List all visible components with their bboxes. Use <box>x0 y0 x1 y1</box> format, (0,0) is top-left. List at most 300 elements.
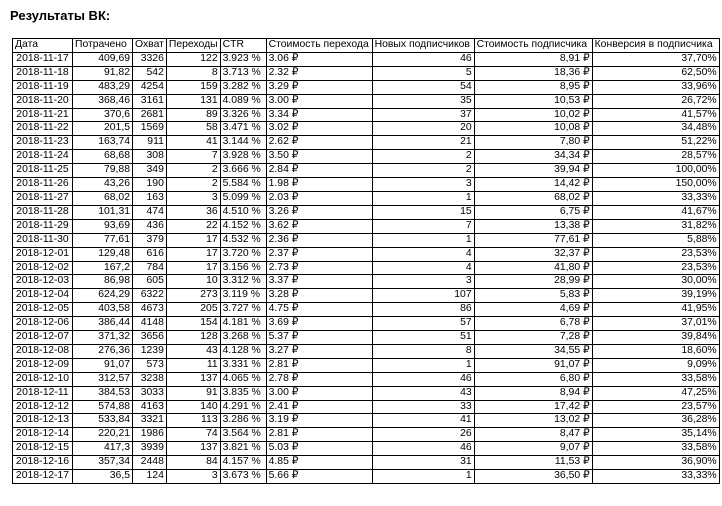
table-cell: 93,69 <box>73 219 133 233</box>
table-cell: 18,60% <box>592 344 719 358</box>
table-cell: 22 <box>166 219 220 233</box>
table-cell: 2018-11-27 <box>13 191 73 205</box>
table-cell: 417,3 <box>73 442 133 456</box>
results-table <box>12 38 720 484</box>
table-cell: 23,53% <box>592 247 719 261</box>
table-cell: 41,80 ₽ <box>474 261 592 275</box>
table-cell: 220,21 <box>73 428 133 442</box>
table-cell: 2 <box>372 150 474 164</box>
table-cell: 89 <box>166 108 220 122</box>
table-cell: 2 <box>166 164 220 178</box>
table-cell: 384,53 <box>73 386 133 400</box>
table-row <box>13 191 720 205</box>
table-cell: 9,07 ₽ <box>474 442 592 456</box>
table-cell: 436 <box>133 219 167 233</box>
table-cell: 3656 <box>133 331 167 345</box>
table-cell: 37,70% <box>592 52 719 66</box>
table-cell: 386,44 <box>73 317 133 331</box>
table-cell: 784 <box>133 261 167 275</box>
table-cell: 370,6 <box>73 108 133 122</box>
table-cell: 74 <box>166 428 220 442</box>
table-cell: 3321 <box>133 414 167 428</box>
table-cell: 2018-11-22 <box>13 122 73 136</box>
table-cell: 2018-12-16 <box>13 456 73 470</box>
table-row <box>13 358 720 372</box>
table-cell: 624,29 <box>73 289 133 303</box>
table-cell: 2018-11-26 <box>13 178 73 192</box>
table-cell: 349 <box>133 164 167 178</box>
table-cell: 33 <box>372 400 474 414</box>
table-cell: 68,02 ₽ <box>474 191 592 205</box>
table-cell: 23,57% <box>592 400 719 414</box>
table-cell: 131 <box>166 94 220 108</box>
column-header: Потрачено <box>73 39 133 53</box>
table-row <box>13 414 720 428</box>
table-cell: 3.928 % <box>220 150 266 164</box>
table-cell: 13,02 ₽ <box>474 414 592 428</box>
table-cell: 4673 <box>133 303 167 317</box>
table-cell: 3 <box>372 275 474 289</box>
table-cell: 3.713 % <box>220 66 266 80</box>
table-cell: 4.181 % <box>220 317 266 331</box>
table-cell: 31 <box>372 456 474 470</box>
table-cell: 2018-12-02 <box>13 261 73 275</box>
table-cell: 5.584 % <box>220 178 266 192</box>
table-cell: 86,98 <box>73 275 133 289</box>
table-cell: 2448 <box>133 456 167 470</box>
table-cell: 4.157 % <box>220 456 266 470</box>
table-cell: 911 <box>133 136 167 150</box>
table-row <box>13 136 720 150</box>
table-cell: 31,82% <box>592 219 719 233</box>
table-cell: 3.27 ₽ <box>266 344 372 358</box>
table-cell: 14,42 ₽ <box>474 178 592 192</box>
table-cell: 1 <box>372 470 474 484</box>
table-cell: 3.268 % <box>220 331 266 345</box>
table-cell: 542 <box>133 66 167 80</box>
table-cell: 205 <box>166 303 220 317</box>
column-header: CTR <box>220 39 266 53</box>
table-cell: 2018-12-17 <box>13 470 73 484</box>
table-cell: 84 <box>166 456 220 470</box>
table-cell: 47,25% <box>592 386 719 400</box>
table-cell: 54 <box>372 80 474 94</box>
table-cell: 68,68 <box>73 150 133 164</box>
table-cell: 33,33% <box>592 470 719 484</box>
table-cell: 3 <box>166 191 220 205</box>
table-row <box>13 150 720 164</box>
table-cell: 1.98 ₽ <box>266 178 372 192</box>
table-cell: 33,33% <box>592 191 719 205</box>
table-cell: 26 <box>372 428 474 442</box>
table-cell: 4148 <box>133 317 167 331</box>
table-cell: 3.331 % <box>220 358 266 372</box>
table-cell: 7,28 ₽ <box>474 331 592 345</box>
table-cell: 409,69 <box>73 52 133 66</box>
table-cell: 474 <box>133 205 167 219</box>
table-cell: 2.03 ₽ <box>266 191 372 205</box>
table-cell: 77,61 <box>73 233 133 247</box>
table-cell: 3.50 ₽ <box>266 150 372 164</box>
table-cell: 2.37 ₽ <box>266 247 372 261</box>
table-cell: 3.666 % <box>220 164 266 178</box>
table-cell: 100,00% <box>592 164 719 178</box>
table-cell: 7 <box>166 150 220 164</box>
table-row <box>13 94 720 108</box>
table-row <box>13 428 720 442</box>
table-cell: 2.81 ₽ <box>266 428 372 442</box>
table-cell: 3.37 ₽ <box>266 275 372 289</box>
column-header: Стоимость подписчика <box>474 39 592 53</box>
table-cell: 4.065 % <box>220 372 266 386</box>
table-cell: 8,91 ₽ <box>474 52 592 66</box>
table-cell: 41,57% <box>592 108 719 122</box>
table-cell: 46 <box>372 372 474 386</box>
table-cell: 17 <box>166 247 220 261</box>
table-row <box>13 372 720 386</box>
table-cell: 3238 <box>133 372 167 386</box>
table-cell: 2018-12-12 <box>13 400 73 414</box>
table-cell: 4.85 ₽ <box>266 456 372 470</box>
table-cell: 5,83 ₽ <box>474 289 592 303</box>
table-cell: 312,57 <box>73 372 133 386</box>
table-row <box>13 178 720 192</box>
table-cell: 5,88% <box>592 233 719 247</box>
table-cell: 2018-11-18 <box>13 66 73 80</box>
table-cell: 6,80 ₽ <box>474 372 592 386</box>
table-cell: 2 <box>372 164 474 178</box>
table-cell: 2018-12-04 <box>13 289 73 303</box>
table-cell: 1986 <box>133 428 167 442</box>
table-cell: 10 <box>166 275 220 289</box>
table-row <box>13 108 720 122</box>
table-cell: 2018-12-10 <box>13 372 73 386</box>
table-cell: 17,42 ₽ <box>474 400 592 414</box>
table-cell: 36,90% <box>592 456 719 470</box>
table-cell: 51,22% <box>592 136 719 150</box>
table-cell: 150,00% <box>592 178 719 192</box>
table-cell: 2018-12-03 <box>13 275 73 289</box>
table-cell: 129,48 <box>73 247 133 261</box>
table-cell: 5.37 ₽ <box>266 331 372 345</box>
table-cell: 2018-11-17 <box>13 52 73 66</box>
table-row <box>13 164 720 178</box>
table-cell: 91,82 <box>73 66 133 80</box>
table-cell: 36 <box>166 205 220 219</box>
table-cell: 201,5 <box>73 122 133 136</box>
table-cell: 167,2 <box>73 261 133 275</box>
table-cell: 3.673 % <box>220 470 266 484</box>
table-cell: 35,14% <box>592 428 719 442</box>
table-cell: 1239 <box>133 344 167 358</box>
table-cell: 2.32 ₽ <box>266 66 372 80</box>
table-cell: 4.532 % <box>220 233 266 247</box>
table-cell: 4254 <box>133 80 167 94</box>
table-cell: 273 <box>166 289 220 303</box>
table-cell: 3.471 % <box>220 122 266 136</box>
table-cell: 3.720 % <box>220 247 266 261</box>
table-row <box>13 205 720 219</box>
table-row <box>13 331 720 345</box>
table-cell: 190 <box>133 178 167 192</box>
table-cell: 28,99 ₽ <box>474 275 592 289</box>
table-cell: 7,80 ₽ <box>474 136 592 150</box>
table-cell: 3.727 % <box>220 303 266 317</box>
table-cell: 124 <box>133 470 167 484</box>
table-cell: 368,46 <box>73 94 133 108</box>
table-cell: 4.128 % <box>220 344 266 358</box>
table-cell: 3.156 % <box>220 261 266 275</box>
table-cell: 91,07 ₽ <box>474 358 592 372</box>
table-cell: 34,34 ₽ <box>474 150 592 164</box>
table-cell: 5.099 % <box>220 191 266 205</box>
table-cell: 2018-12-05 <box>13 303 73 317</box>
table-cell: 20 <box>372 122 474 136</box>
table-row <box>13 247 720 261</box>
table-cell: 371,32 <box>73 331 133 345</box>
table-cell: 163 <box>133 191 167 205</box>
table-row <box>13 122 720 136</box>
table-cell: 36,50 ₽ <box>474 470 592 484</box>
table-cell: 33,96% <box>592 80 719 94</box>
table-row <box>13 303 720 317</box>
table-cell: 3.923 % <box>220 52 266 66</box>
table-cell: 2018-12-09 <box>13 358 73 372</box>
table-cell: 574,88 <box>73 400 133 414</box>
table-cell: 79,88 <box>73 164 133 178</box>
table-cell: 3.312 % <box>220 275 266 289</box>
table-cell: 3.144 % <box>220 136 266 150</box>
table-cell: 573 <box>133 358 167 372</box>
table-cell: 2.73 ₽ <box>266 261 372 275</box>
table-cell: 3.835 % <box>220 386 266 400</box>
table-cell: 308 <box>133 150 167 164</box>
table-row <box>13 275 720 289</box>
table-cell: 2018-12-11 <box>13 386 73 400</box>
table-cell: 3.26 ₽ <box>266 205 372 219</box>
column-header: Дата <box>13 39 73 53</box>
table-cell: 8,47 ₽ <box>474 428 592 442</box>
table-cell: 1 <box>372 233 474 247</box>
table-cell: 10,08 ₽ <box>474 122 592 136</box>
table-cell: 163,74 <box>73 136 133 150</box>
table-cell: 159 <box>166 80 220 94</box>
table-cell: 3939 <box>133 442 167 456</box>
table-cell: 2018-11-23 <box>13 136 73 150</box>
table-cell: 3326 <box>133 52 167 66</box>
table-cell: 113 <box>166 414 220 428</box>
table-cell: 2018-12-13 <box>13 414 73 428</box>
table-cell: 43 <box>166 344 220 358</box>
table-cell: 2018-11-19 <box>13 80 73 94</box>
table-cell: 68,02 <box>73 191 133 205</box>
table-cell: 21 <box>372 136 474 150</box>
table-cell: 91,07 <box>73 358 133 372</box>
table-cell: 4,69 ₽ <box>474 303 592 317</box>
table-cell: 2018-11-21 <box>13 108 73 122</box>
table-cell: 2018-12-06 <box>13 317 73 331</box>
table-row <box>13 52 720 66</box>
table-cell: 107 <box>372 289 474 303</box>
table-row <box>13 80 720 94</box>
header-row <box>13 39 720 53</box>
table-cell: 41 <box>166 136 220 150</box>
table-cell: 1569 <box>133 122 167 136</box>
table-cell: 2.62 ₽ <box>266 136 372 150</box>
table-row <box>13 442 720 456</box>
table-cell: 403,58 <box>73 303 133 317</box>
table-cell: 11,53 ₽ <box>474 456 592 470</box>
table-cell: 39,84% <box>592 331 719 345</box>
table-cell: 8,94 ₽ <box>474 386 592 400</box>
table-cell: 10,53 ₽ <box>474 94 592 108</box>
table-cell: 154 <box>166 317 220 331</box>
table-cell: 533,84 <box>73 414 133 428</box>
table-cell: 137 <box>166 442 220 456</box>
table-cell: 3.286 % <box>220 414 266 428</box>
column-header: Стоимость перехода <box>266 39 372 53</box>
table-cell: 6,75 ₽ <box>474 205 592 219</box>
table-cell: 137 <box>166 372 220 386</box>
table-cell: 3033 <box>133 386 167 400</box>
table-cell: 17 <box>166 233 220 247</box>
table-cell: 3.821 % <box>220 442 266 456</box>
table-cell: 3.62 ₽ <box>266 219 372 233</box>
column-header: Конверсия в подписчика <box>592 39 719 53</box>
table-cell: 483,29 <box>73 80 133 94</box>
table-cell: 23,53% <box>592 261 719 275</box>
table-cell: 122 <box>166 52 220 66</box>
table-cell: 2018-12-08 <box>13 344 73 358</box>
report-title: Результаты ВК: <box>10 8 111 23</box>
table-cell: 15 <box>372 205 474 219</box>
table-row <box>13 233 720 247</box>
table-cell: 37,01% <box>592 317 719 331</box>
column-header: Охват <box>133 39 167 53</box>
table-cell: 276,36 <box>73 344 133 358</box>
table-cell: 4.089 % <box>220 94 266 108</box>
table-cell: 5.66 ₽ <box>266 470 372 484</box>
table-cell: 4163 <box>133 400 167 414</box>
table-cell: 17 <box>166 261 220 275</box>
table-cell: 5 <box>372 66 474 80</box>
table-cell: 1 <box>372 358 474 372</box>
table-cell: 3161 <box>133 94 167 108</box>
table-cell: 3 <box>166 470 220 484</box>
table-cell: 2.81 ₽ <box>266 358 372 372</box>
table-cell: 37 <box>372 108 474 122</box>
table-cell: 6,78 ₽ <box>474 317 592 331</box>
table-cell: 2018-11-28 <box>13 205 73 219</box>
table-cell: 2.78 ₽ <box>266 372 372 386</box>
table-cell: 9,09% <box>592 358 719 372</box>
table-cell: 3.119 % <box>220 289 266 303</box>
table-cell: 8 <box>372 344 474 358</box>
table-cell: 2018-12-07 <box>13 331 73 345</box>
table-cell: 2018-11-29 <box>13 219 73 233</box>
table-cell: 32,37 ₽ <box>474 247 592 261</box>
table-cell: 43 <box>372 386 474 400</box>
table-cell: 8,95 ₽ <box>474 80 592 94</box>
table-cell: 34,55 ₽ <box>474 344 592 358</box>
table-cell: 4.75 ₽ <box>266 303 372 317</box>
table-row <box>13 317 720 331</box>
table-cell: 5.03 ₽ <box>266 442 372 456</box>
table-cell: 101,31 <box>73 205 133 219</box>
table-cell: 3.19 ₽ <box>266 414 372 428</box>
table-cell: 2018-12-14 <box>13 428 73 442</box>
table-cell: 39,94 ₽ <box>474 164 592 178</box>
table-cell: 379 <box>133 233 167 247</box>
table-cell: 7 <box>372 219 474 233</box>
table-row <box>13 400 720 414</box>
table-cell: 3.282 % <box>220 80 266 94</box>
table-cell: 33,58% <box>592 442 719 456</box>
table-cell: 41,67% <box>592 205 719 219</box>
table-cell: 3.00 ₽ <box>266 386 372 400</box>
table-cell: 57 <box>372 317 474 331</box>
table-cell: 128 <box>166 331 220 345</box>
table-cell: 28,57% <box>592 150 719 164</box>
table-cell: 2681 <box>133 108 167 122</box>
table-cell: 4.152 % <box>220 219 266 233</box>
table-row <box>13 66 720 80</box>
table-cell: 58 <box>166 122 220 136</box>
table-cell: 3.29 ₽ <box>266 80 372 94</box>
table-cell: 3.28 ₽ <box>266 289 372 303</box>
table-cell: 77,61 ₽ <box>474 233 592 247</box>
table-cell: 357,34 <box>73 456 133 470</box>
table-cell: 4 <box>372 247 474 261</box>
table-row <box>13 470 720 484</box>
table-cell: 3.564 % <box>220 428 266 442</box>
table-cell: 2.84 ₽ <box>266 164 372 178</box>
table-cell: 39,19% <box>592 289 719 303</box>
table-cell: 2018-11-24 <box>13 150 73 164</box>
table-cell: 13,38 ₽ <box>474 219 592 233</box>
table-cell: 41,95% <box>592 303 719 317</box>
column-header: Новых подписчиков <box>372 39 474 53</box>
table-cell: 2 <box>166 178 220 192</box>
table-cell: 30,00% <box>592 275 719 289</box>
table-cell: 62,50% <box>592 66 719 80</box>
table-cell: 1 <box>372 191 474 205</box>
table-cell: 10,02 ₽ <box>474 108 592 122</box>
table-cell: 2018-11-25 <box>13 164 73 178</box>
table-cell: 43,26 <box>73 178 133 192</box>
table-row <box>13 456 720 470</box>
table-cell: 46 <box>372 442 474 456</box>
table-cell: 3.34 ₽ <box>266 108 372 122</box>
table-row <box>13 386 720 400</box>
table-cell: 4.291 % <box>220 400 266 414</box>
table-cell: 2.41 ₽ <box>266 400 372 414</box>
column-header: Переходы <box>166 39 220 53</box>
table-cell: 2.36 ₽ <box>266 233 372 247</box>
table-row <box>13 289 720 303</box>
table-row <box>13 261 720 275</box>
table-cell: 4.510 % <box>220 205 266 219</box>
table-cell: 616 <box>133 247 167 261</box>
table-cell: 46 <box>372 52 474 66</box>
table-body <box>13 52 720 483</box>
table-cell: 26,72% <box>592 94 719 108</box>
table-cell: 3 <box>372 178 474 192</box>
table-cell: 33,58% <box>592 372 719 386</box>
table-cell: 4 <box>372 261 474 275</box>
table-cell: 8 <box>166 66 220 80</box>
table-cell: 35 <box>372 94 474 108</box>
